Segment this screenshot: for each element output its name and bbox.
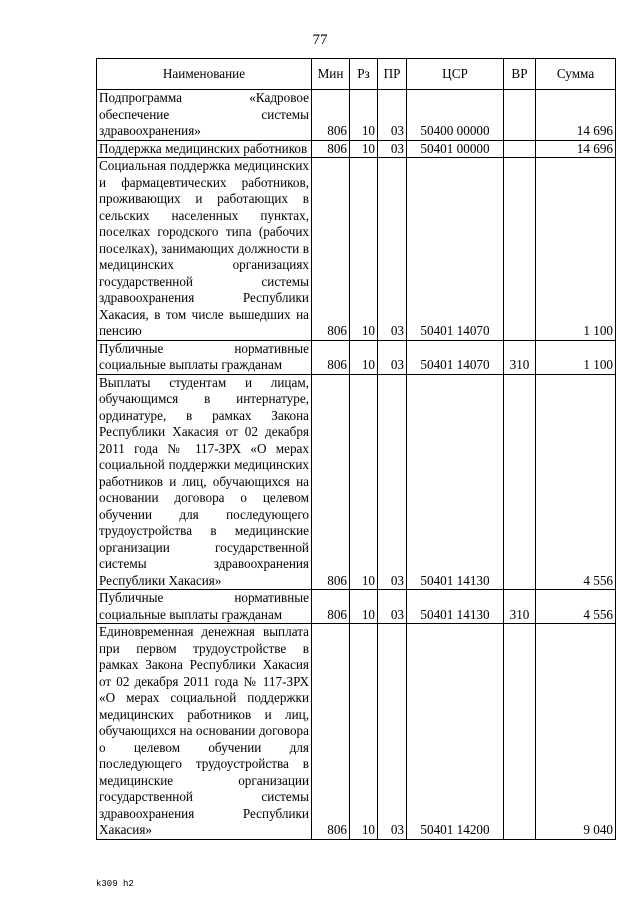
row-min: 806 <box>312 374 350 590</box>
row-rz: 10 <box>350 374 378 590</box>
row-rz: 10 <box>350 140 378 158</box>
table-row <box>97 624 616 840</box>
row-sum: 1 100 <box>536 340 616 374</box>
table-row <box>97 374 616 590</box>
table-row <box>97 90 616 141</box>
row-sum: 14 696 <box>536 140 616 158</box>
row-rz: 10 <box>350 590 378 624</box>
row-sum: 4 556 <box>536 590 616 624</box>
row-min: 806 <box>312 624 350 840</box>
header-sum: Сумма <box>536 59 616 90</box>
row-pr: 03 <box>378 90 407 141</box>
row-min: 806 <box>312 340 350 374</box>
row-pr: 03 <box>378 340 407 374</box>
header-rz: Рз <box>350 59 378 90</box>
row-vr <box>504 158 536 341</box>
row-vr <box>504 90 536 141</box>
row-name: Поддержка медицинских работников <box>97 140 312 158</box>
row-csr: 50401 14200 <box>407 624 504 840</box>
row-csr: 50401 14130 <box>407 374 504 590</box>
table-row <box>97 590 616 624</box>
row-sum: 1 100 <box>536 158 616 341</box>
table-row <box>97 340 616 374</box>
row-rz: 10 <box>350 90 378 141</box>
row-vr <box>504 374 536 590</box>
row-vr <box>504 140 536 158</box>
row-vr <box>504 624 536 840</box>
row-min: 806 <box>312 590 350 624</box>
row-pr: 03 <box>378 590 407 624</box>
table-row <box>97 140 616 158</box>
row-rz: 10 <box>350 624 378 840</box>
row-csr: 50401 14070 <box>407 158 504 341</box>
row-pr: 03 <box>378 374 407 590</box>
row-rz: 10 <box>350 158 378 341</box>
row-min: 806 <box>312 158 350 341</box>
row-pr: 03 <box>378 624 407 840</box>
row-vr: 310 <box>504 590 536 624</box>
row-name: Выплаты студентам и лицам, обучающимся в интернатуре, ординатуре, в рамках Закона Республики Хакасия от 02 декабря 2011 года № 117-ЗРХ «О мерах социальной поддержки медицинских работников и лиц, обучающихся на основании договора о целевом обучении для последующего трудоустройства в медицинские организации государственной системы здравоохранения Республики Хакасия» <box>97 374 312 590</box>
row-vr: 310 <box>504 340 536 374</box>
row-min: 806 <box>312 140 350 158</box>
footer-code: k309 h2 <box>96 879 134 889</box>
header-name: Наименование <box>97 59 312 90</box>
row-name: Публичные нормативные социальные выплаты гражданам <box>97 340 312 374</box>
header-min: Мин <box>312 59 350 90</box>
row-name: Социальная поддержка медицинских и фармацевтических работников, проживающих и работающих в сельских населенных пунктах, поселках городского типа (рабочих поселках), занимающих должности в медицинских организациях государственной системы здравоохранения Республики Хакасия, в том числе вышедших на пенсию <box>97 158 312 341</box>
row-name: Подпрограмма «Кадровое обеспечение системы здравоохранения» <box>97 90 312 141</box>
row-min: 806 <box>312 90 350 141</box>
row-name: Единовременная денежная выплата при первом трудоустройстве в рамках Закона Республики Хакасия от 02 декабря 2011 года № 117-ЗРХ «О мерах социальной поддержки медицинских работников и лиц, обучающихся на основании договора о целевом обучении для последующего трудоустройства в медицинские организации государственной системы здравоохранения Республики Хакасия» <box>97 624 312 840</box>
row-csr: 50401 14130 <box>407 590 504 624</box>
table-header-row <box>97 59 616 90</box>
row-pr: 03 <box>378 140 407 158</box>
page-number: 77 <box>312 32 328 48</box>
header-pr: ПР <box>378 59 407 90</box>
row-csr: 50400 00000 <box>407 90 504 141</box>
row-csr: 50401 00000 <box>407 140 504 158</box>
row-rz: 10 <box>350 340 378 374</box>
row-sum: 14 696 <box>536 90 616 141</box>
header-csr: ЦСР <box>407 59 504 90</box>
row-csr: 50401 14070 <box>407 340 504 374</box>
header-vr: ВР <box>504 59 536 90</box>
row-name: Публичные нормативные социальные выплаты гражданам <box>97 590 312 624</box>
row-pr: 03 <box>378 158 407 341</box>
row-sum: 4 556 <box>536 374 616 590</box>
table-row <box>97 158 616 341</box>
budget-table <box>96 58 616 840</box>
row-sum: 9 040 <box>536 624 616 840</box>
